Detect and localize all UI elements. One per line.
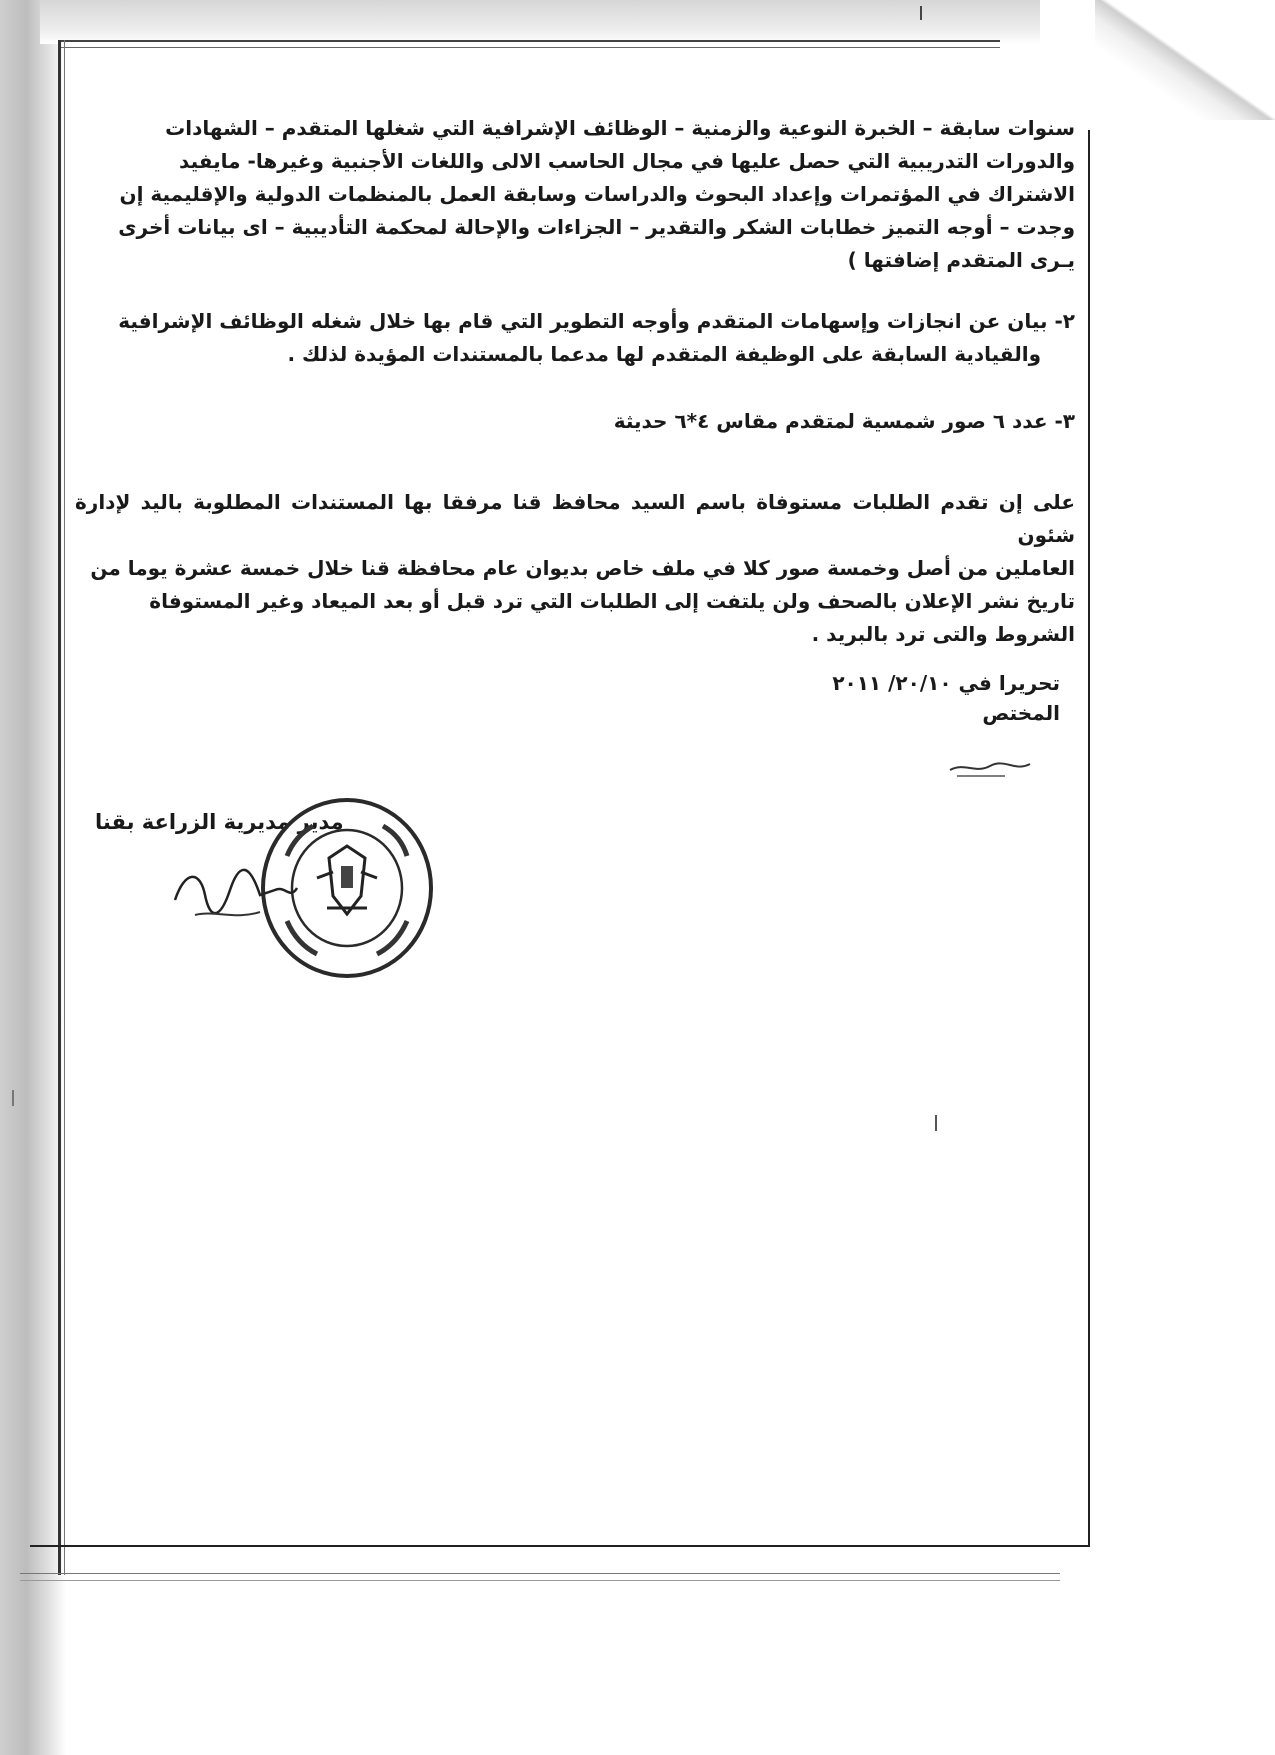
handwritten-signature <box>165 860 305 930</box>
frame-bottom-double-border <box>20 1573 1060 1581</box>
qualifications-paragraph <box>75 112 1075 277</box>
closing-paragraph <box>75 486 1075 651</box>
letter-body <box>75 112 1075 651</box>
body-line: ٢- بيان عن انجازات وإسهامات المتقدم وأوجه التطوير التي قام بها خلال شغله الوظائف الإشرافية <box>118 309 1075 333</box>
frame-bottom-border <box>30 1545 1090 1547</box>
scan-speck <box>920 6 922 20</box>
scan-shadow-top <box>40 0 1040 44</box>
scan-shadow-left <box>0 0 66 1755</box>
frame-top-border <box>60 40 1000 42</box>
stamp-label: مدير مديرية الزراعة بقنا <box>95 810 344 834</box>
scan-speck <box>935 1115 937 1131</box>
item-2 <box>75 305 1075 371</box>
frame-right-border <box>1088 130 1090 1545</box>
body-line: العاملين من أصل وخمسة صور كلا في ملف خاص بديوان عام محافظة قنا خلال خمسة عشرة يوما من <box>90 556 1075 580</box>
frame-left-inner-border <box>64 40 65 1575</box>
body-line: ٣- عدد ٦ صور شمسية لمتقدم مقاس ٤*٦ حديثة <box>613 409 1075 433</box>
signatory-title: المختص <box>982 701 1060 725</box>
scan-speck <box>12 1090 14 1106</box>
body-line: على إن تقدم الطلبات مستوفاة باسم السيد محافظ قنا مرفقا بها المستندات المطلوبة باليد لإدارة شئون <box>75 490 1075 547</box>
body-line: سنوات سابقة – الخبرة النوعية والزمنية – الوظائف الإشرافية التي شغلها المتقدم – الشهادات <box>165 116 1075 140</box>
frame-left-border <box>58 40 61 1575</box>
body-line: يـرى المتقدم إضافتها ) <box>847 248 1075 272</box>
signoff-block <box>780 668 1060 728</box>
date-line: تحريرا في ٢٠/١٠/ ٢٠١١ <box>832 671 1060 695</box>
body-line: تاريخ نشر الإعلان بالصحف ولن يلتفت إلى الطلبات التي ترد قبل أو بعد الميعاد وغير المستوفاة <box>149 589 1075 613</box>
body-line: وجدت – أوجه التميز خطابات الشكر والتقدير – الجزاءات والإحالة لمحكمة التأديبية – اى بيانات أخرى <box>118 215 1075 239</box>
item-3 <box>75 405 1075 438</box>
body-line: الاشتراك في المؤتمرات وإعداد البحوث والدراسات وسابقة العمل بالمنظمات الدولية والإقليمية إن <box>119 182 1075 206</box>
page-corner-fold <box>1095 0 1275 120</box>
body-line: الشروط والتى ترد بالبريد . <box>811 622 1075 646</box>
body-line: والدورات التدريبية التي حصل عليها في مجال الحاسب الالى واللغات الأجنبية وغيرها- مايفيد <box>179 149 1075 173</box>
frame-top-inner-border <box>60 47 1000 48</box>
small-signature-scribble <box>945 752 1035 782</box>
body-line: والقيادية السابقة على الوظيفة المتقدم لها مدعما بالمستندات المؤيدة لذلك . <box>287 342 1041 366</box>
